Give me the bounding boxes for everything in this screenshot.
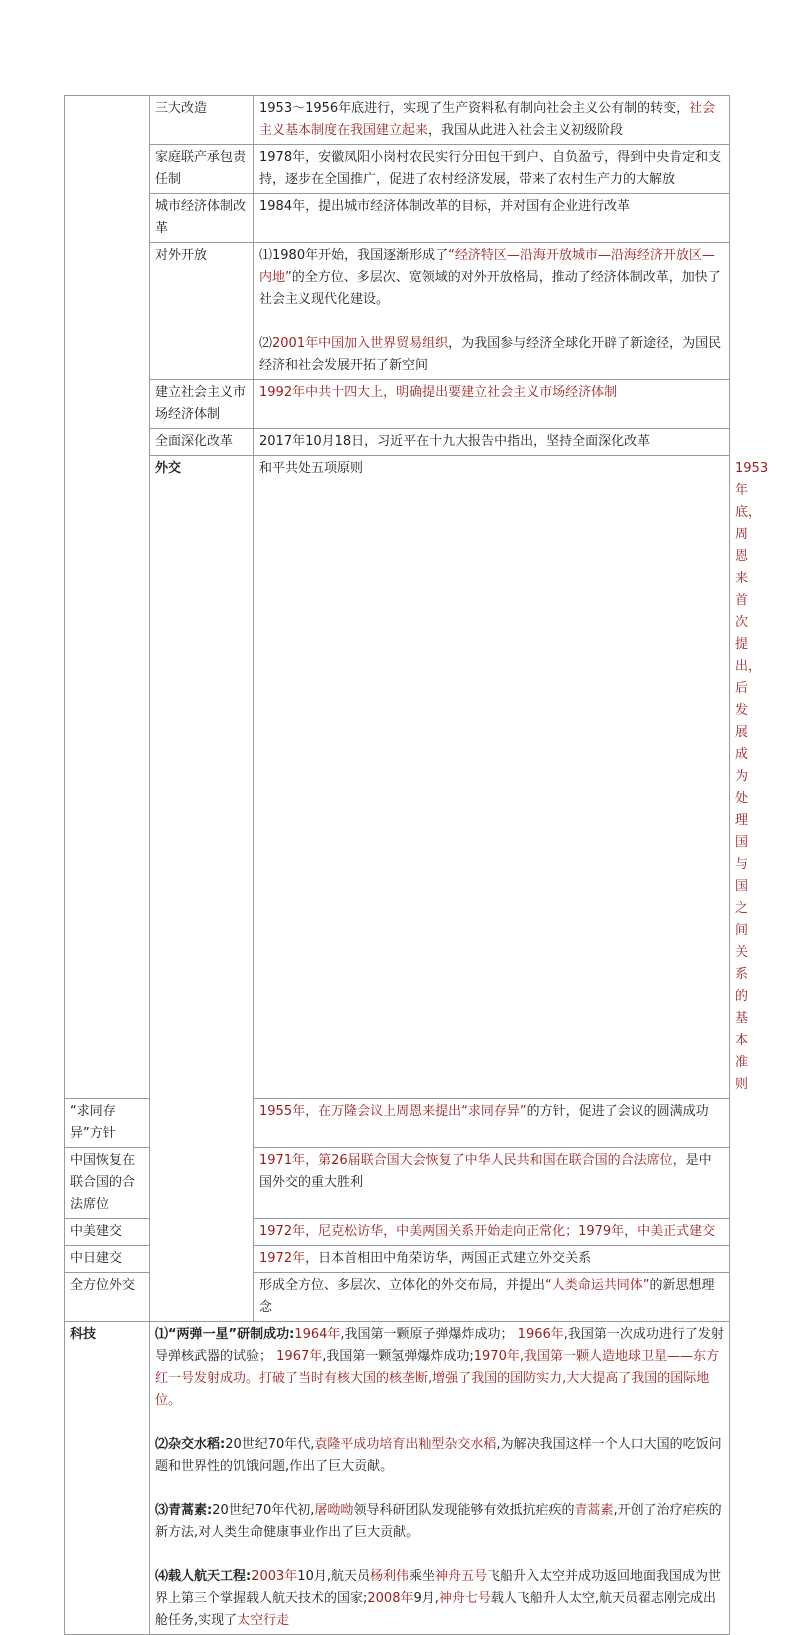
content-cell: 1984年，提出城市经济体制改革的目标，并对国有企业进行改革 (254, 194, 730, 243)
science-item-hybrid-rice: ⑵杂交水稻:20世纪70年代,袁隆平成功培育出籼型杂交水稻,为解决我国这样一个人口大国的吃饭问题和世界性的饥饿问题,作出了巨大贡献。 (155, 1437, 722, 1474)
topic-cell: 中美建交 (65, 1219, 150, 1246)
table-row (65, 1322, 730, 1635)
science-item-artemisinin: ⑶青蒿素:20世纪70年代初,屠呦呦领导科研团队发现能够有效抵抗疟疾的青蒿素,开创了治疗疟疾的新方法,对人类生命健康事业作出了巨大贡献。 (155, 1503, 722, 1540)
table-row (65, 194, 730, 243)
content-cell: 1978年，安徽凤阳小岗村农民实行分田包干到户、自负盈亏，得到中央肯定和支持，逐步在全国推广，促进了农村经济发展，带来了农村生产力的大解放 (254, 145, 730, 194)
content-cell: 1972年，日本首相田中角荣访华，两国正式建立外交关系 (254, 1246, 730, 1273)
category-cell-diplomacy: 外交 (150, 456, 254, 1322)
science-item-two-bombs: ⑴“两弹一星”研制成功:1964年,我国第一颗原子弹爆炸成功； 1966年,我国第一次成功进行了发射导弹核武器的试验； 1967年,我国第一颗氢弹爆炸成功;1970年,我国第一颗人造地球卫星——东方红一号发射成功。打破了当时有核大国的核垄断,增强了我国的国防实力,大大提高了我国的国际地位。 (155, 1327, 724, 1408)
table-row (65, 429, 730, 456)
topic-cell: 全面深化改革 (150, 429, 254, 456)
topic-cell: 对外开放 (150, 243, 254, 380)
content-cell: 形成全方位、多层次、立体化的外交布局，并提出“人类命运共同体”的新思想理念 (254, 1273, 730, 1322)
topic-cell: 建立社会主义市场经济体制 (150, 380, 254, 429)
paragraph: ⑵2001年中国加入世界贸易组织，为我国参与经济全球化开辟了新途径，为国民经济和社会发展开拓了新空间 (259, 336, 722, 373)
category-cell-science: 科技 (65, 1322, 150, 1635)
category-cell-reform (65, 96, 150, 1099)
topic-cell: 全方位外交 (65, 1273, 150, 1322)
table-row (65, 243, 730, 380)
topic-cell: “求同存异”方针 (65, 1099, 150, 1148)
content-cell: 1992年中共十四大上，明确提出要建立社会主义市场经济体制 (254, 380, 730, 429)
table-row (65, 96, 730, 145)
topic-cell: 家庭联产承包责任制 (150, 145, 254, 194)
topic-cell: 和平共处五项原则 (254, 456, 730, 1099)
topic-cell: 城市经济体制改革 (150, 194, 254, 243)
table-row (65, 380, 730, 429)
paragraph: ⑴1980年开始，我国逐渐形成了“经济特区—沿海开放城市—沿海经济开放区—内地”的全方位、多层次、宽领域的对外开放格局，推动了经济体制改革，加快了社会主义现代化建设。 (259, 248, 721, 307)
science-item-manned-space: ⑷载人航天工程:2003年10月,航天员杨利伟乘坐神舟五号飞船升入太空并成功返回地面我国成为世界上第三个掌握载人航天技术的国家;2008年9月,神舟七号载人飞船升人太空,航天员翟志刚完成出舱任务,实现了太空行走 (155, 1569, 722, 1628)
history-summary-table (64, 95, 769, 1635)
table-row (65, 145, 730, 194)
content-cell: 1971年，第26届联合国大会恢复了中华人民共和国在联合国的合法席位，是中国外交的重大胜利 (254, 1148, 730, 1219)
table-row: 外交 和平共处五项原则 1953年底，周恩来首次提出，后发展成为处理国与国之间关系的基本准则 (65, 456, 730, 1099)
topic-cell: 三大改造 (150, 96, 254, 145)
content-cell: 2017年10月18日，习近平在十九大报告中指出，坚持全面深化改革 (254, 429, 730, 456)
topic-cell: 中国恢复在联合国的合法席位 (65, 1148, 150, 1219)
science-content-cell (150, 1322, 730, 1635)
content-cell: 1972年，尼克松访华，中美两国关系开始走向正常化；1979年，中美正式建交 (254, 1219, 730, 1246)
content-cell: 1953～1956年底进行，实现了生产资料私有制向社会主义公有制的转变，社会主义基本制度在我国建立起来，我国从此进入社会主义初级阶段 (254, 96, 730, 145)
content-cell (254, 243, 730, 380)
topic-cell: 中日建交 (65, 1246, 150, 1273)
content-cell: 1955年，在万隆会议上周恩来提出“求同存异”的方针，促进了会议的圆满成功 (254, 1099, 730, 1148)
